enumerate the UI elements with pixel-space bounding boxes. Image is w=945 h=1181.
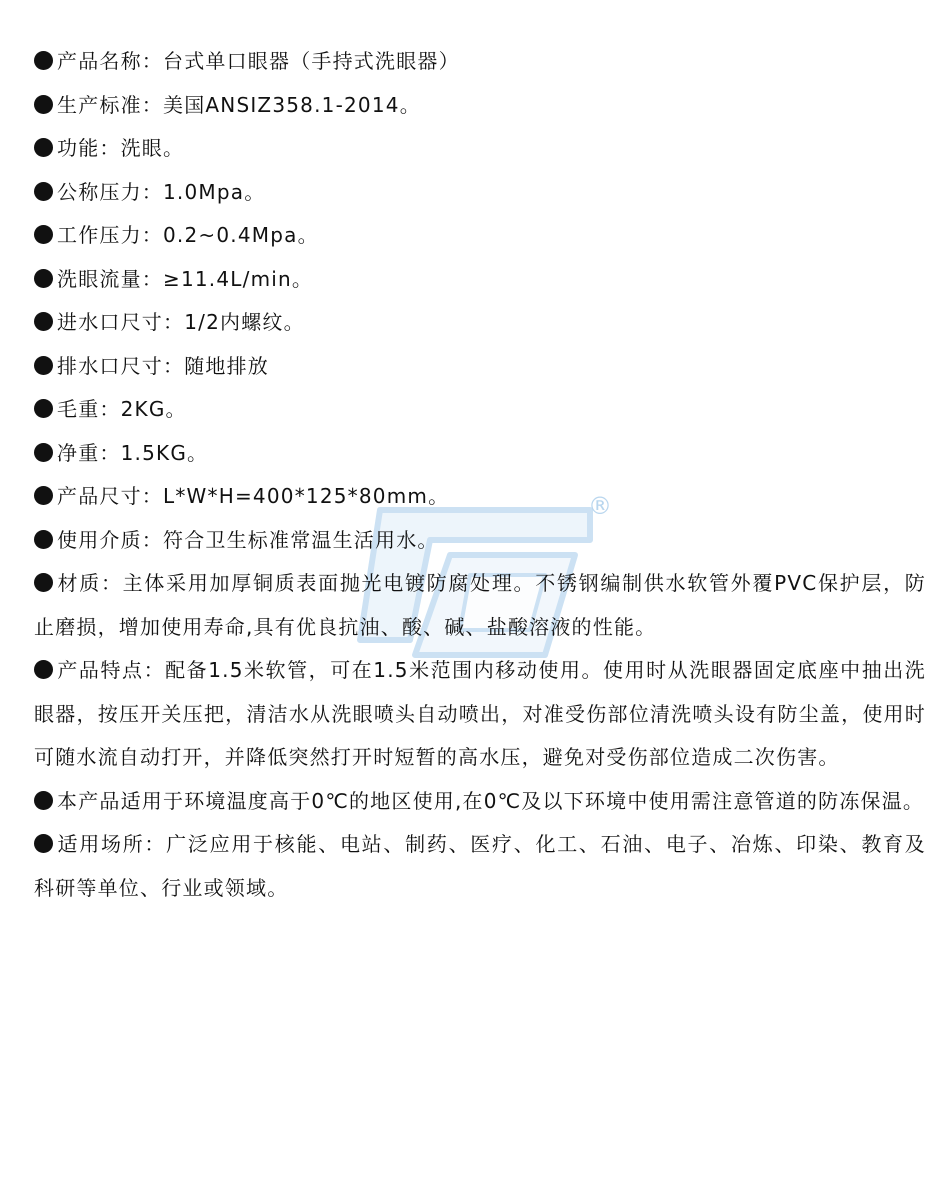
spec-item-net-weight <box>34 432 926 476</box>
spec-item-gross-weight <box>34 388 926 432</box>
spec-label: 洗眼流量： <box>57 266 163 291</box>
spec-value: 配备1.5米软管，可在1.5米范围内移动使用。使用时从洗眼器固定底座中抽出洗眼器，按压开关压把，清洁水从洗眼喷头自动喷出，对准受伤部位清洗喷头设有防尘盖，使用时可随水流自动打开，并降低突然打开时短暂的高水压，避免对受伤部位造成二次伤害。 <box>34 658 926 769</box>
spec-label: 产品尺寸： <box>57 484 163 508</box>
spec-label: 生产标准： <box>57 92 163 117</box>
spec-item-product-name <box>34 40 926 84</box>
spec-item-nominal-pressure <box>34 171 926 215</box>
spec-item-standard <box>34 84 926 128</box>
spec-label: 适用场所： <box>57 832 167 856</box>
spec-item-applications <box>34 823 926 910</box>
bullet-icon <box>34 95 53 114</box>
bullet-icon <box>34 573 53 592</box>
spec-value: 随地排放 <box>184 353 270 378</box>
spec-value: 0.2~0.4Mpa。 <box>163 223 319 247</box>
spec-list <box>34 40 926 910</box>
spec-value: 2KG。 <box>120 397 187 421</box>
spec-value: 本产品适用于环境温度高于0℃的地区使用,在0℃及以下环境中使用需注意管道的防冻保温。 <box>57 788 925 813</box>
spec-label: 进水口尺寸： <box>57 310 185 334</box>
bullet-icon <box>34 399 53 418</box>
registered-mark: ® <box>588 492 612 520</box>
bullet-icon <box>34 530 53 549</box>
spec-label: 产品特点： <box>57 658 166 682</box>
bullet-icon <box>34 834 53 853</box>
spec-label: 排水口尺寸： <box>57 353 185 378</box>
spec-label: 工作压力： <box>57 223 163 247</box>
spec-label: 毛重： <box>57 397 121 421</box>
spec-item-inlet-size <box>34 301 926 345</box>
spec-value: 主体采用加厚铜质表面抛光电镀防腐处理。不锈钢编制供水软管外覆PVC保护层，防止磨损，增加使用寿命,具有优良抗油、酸、碱、盐酸溶液的性能。 <box>34 571 926 639</box>
spec-value: L*W*H=400*125*80mm。 <box>163 484 450 508</box>
bullet-icon <box>34 225 53 244</box>
spec-label: 净重： <box>57 440 121 465</box>
bullet-icon <box>34 138 53 157</box>
bullet-icon <box>34 486 53 505</box>
spec-item-flow-rate <box>34 258 926 302</box>
spec-label: 产品名称： <box>57 49 163 73</box>
spec-item-medium <box>34 519 926 563</box>
spec-label: 公称压力： <box>57 179 163 204</box>
spec-item-dimensions <box>34 475 926 519</box>
bullet-icon <box>34 51 53 70</box>
bullet-icon <box>34 443 53 462</box>
spec-label: 材质： <box>57 571 123 595</box>
spec-value: 洗眼。 <box>120 136 185 160</box>
spec-value: ≥11.4L/min。 <box>163 266 314 291</box>
spec-item-working-pressure <box>34 214 926 258</box>
spec-item-function <box>34 127 926 171</box>
bullet-icon <box>34 791 53 810</box>
spec-label: 使用介质： <box>57 527 163 552</box>
spec-item-outlet-size <box>34 345 926 389</box>
spec-item-features <box>34 649 926 780</box>
spec-value: 1.5KG。 <box>120 440 209 465</box>
spec-value: 1/2内螺纹。 <box>184 310 305 334</box>
bullet-icon <box>34 312 53 331</box>
spec-label: 功能： <box>57 136 121 160</box>
spec-value: 广泛应用于核能、电站、制药、医疗、化工、石油、电子、冶炼、印染、教育及科研等单位、行业或领域。 <box>34 832 927 900</box>
spec-value: 1.0Mpa。 <box>163 179 266 204</box>
spec-value: 台式单口眼器（手持式洗眼器） <box>163 49 460 73</box>
spec-item-temperature-note <box>34 780 926 824</box>
spec-value: 美国ANSIZ358.1-2014。 <box>163 92 421 117</box>
bullet-icon <box>34 269 53 288</box>
bullet-icon <box>34 182 53 201</box>
spec-item-material <box>34 562 926 649</box>
bullet-icon <box>34 660 53 679</box>
bullet-icon <box>34 356 53 375</box>
spec-value: 符合卫生标准常温生活用水。 <box>163 527 439 552</box>
